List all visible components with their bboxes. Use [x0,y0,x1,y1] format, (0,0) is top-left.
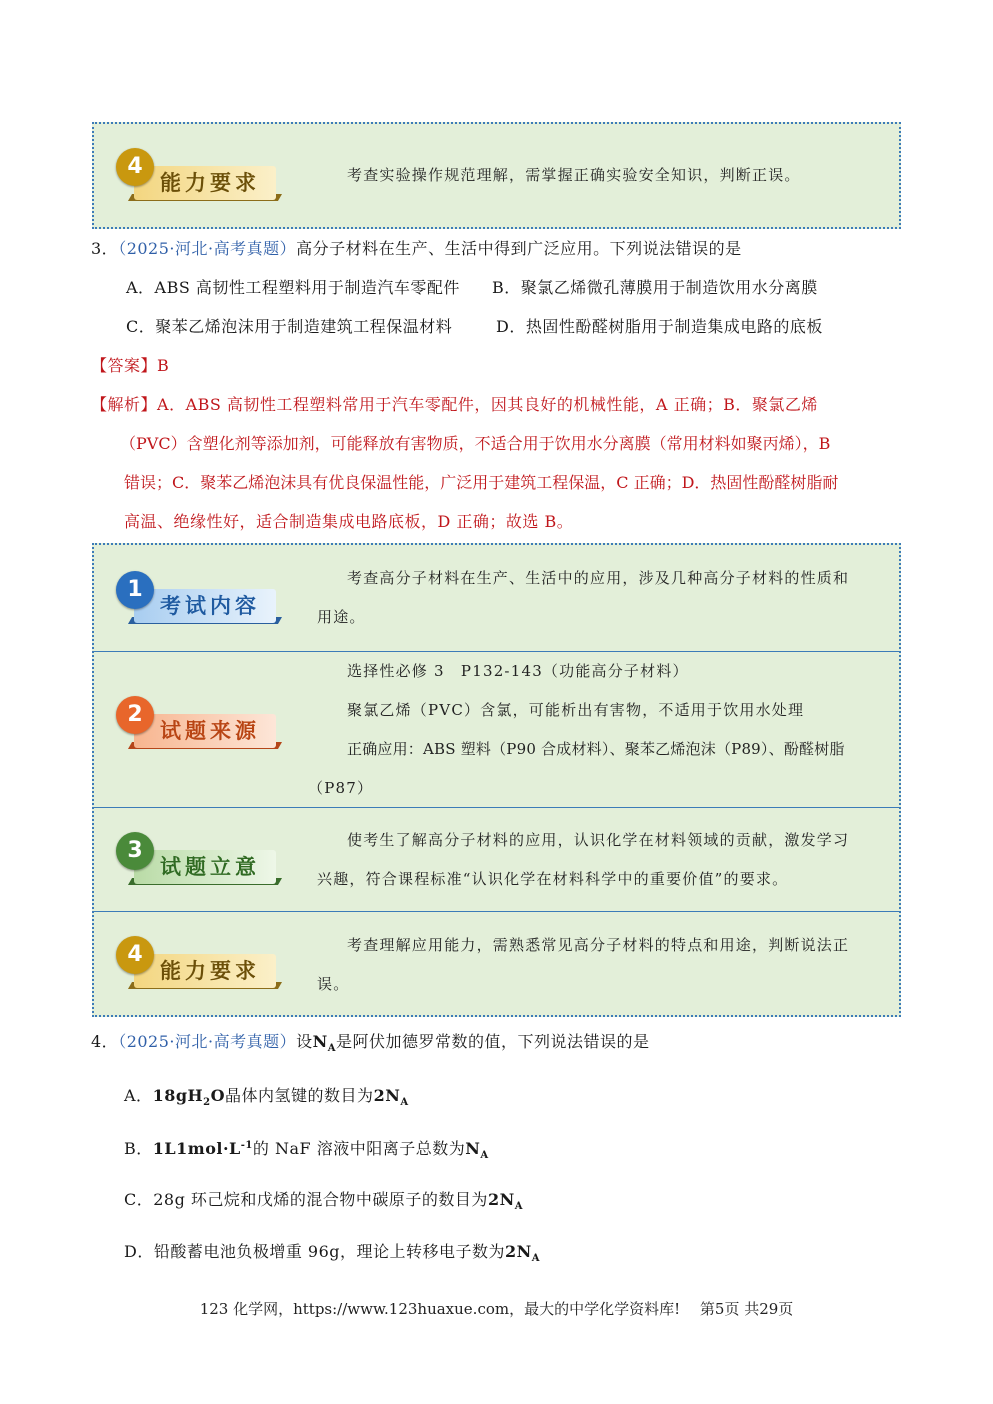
q3-analysis-line2: （PVC）含塑化剂等添加剂，可能释放有害物质，不适合用于饮用水分离膜（常用材料如聚丙烯），B [120,434,831,453]
info-row-ability [94,911,899,1017]
badge-source [112,694,280,756]
badge-label: 试题来源 [160,718,260,743]
badge-exam-content [112,569,280,631]
row-line: （P87） [308,779,374,797]
row-line: 使考生了解高分子材料的应用，认识化学在材料领域的贡献，激发学习 [347,831,850,849]
q4-option-c: C．28g 环己烷和戊烯的混合物中碳原子的数目为$2N_A$ [124,1190,523,1212]
q3-option-c: C．聚苯乙烯泡沫用于制造建筑工程保温材料 [126,317,453,336]
q4-stem: 4．（2025·河北·高考真题）设$N_A$是阿伏加德罗常数的值，下列说法错误的是 [91,1032,650,1054]
q3-analysis-line1: 【解析】A．ABS 高韧性工程塑料常用于汽车零配件，因其良好的机械性能，A 正确；B．聚氯乙烯 [91,395,818,414]
badge-label: 能力要求 [160,958,260,983]
q3-option-d: D．热固性酚醛树脂用于制造集成电路的底板 [496,317,823,336]
badge-label: 试题立意 [160,854,260,879]
top-info-box [92,122,901,229]
info-row-intent [94,807,899,911]
badge-intent [112,830,280,892]
row-line: 用途。 [317,608,366,626]
info-row-exam-content [94,545,899,651]
badge-ability [112,146,280,208]
info-row-source [94,651,899,807]
q4-source: （2025·河北·高考真题） [118,1032,297,1051]
row-line: 误。 [317,975,350,993]
q4-option-a: A．$18gH_2O$晶体内氢键的数目为$2N_A$ [124,1086,409,1108]
q3-stem: 3．（2025·河北·高考真题）高分子材料在生产、生活中得到广泛应用。下列说法错误的是 [91,239,742,258]
info-box [92,543,901,1017]
q3-analysis-line4: 高温、绝缘性好，适合制造集成电路底板，D 正确；故选 B。 [124,512,574,531]
q3-source: （2025·河北·高考真题） [118,239,297,258]
badge-label: 考试内容 [160,593,260,618]
q3-option-a: A．ABS 高韧性工程塑料用于制造汽车零配件 [126,278,460,297]
top-box-text: 考查实验操作规范理解，需掌握正确实验安全知识，判断正误。 [347,166,801,184]
badge-number: 4 [116,936,154,974]
badge-number: 2 [116,696,154,734]
row-line: 兴趣，符合课程标准“认识化学在材料科学中的重要价值”的要求。 [317,870,789,888]
q4-option-d: D．铅酸蓄电池负极增重 96g，理论上转移电子数为$2N_A$ [124,1242,541,1264]
badge-label: 能力要求 [160,170,260,195]
q3-answer: 【答案】B [91,356,170,375]
q3-analysis-line3: 错误；C．聚苯乙烯泡沫具有优良保温性能，广泛用于建筑工程保温，C 正确；D．热固性酚醛树脂耐 [124,473,839,492]
row-line: 考查高分子材料在生产、生活中的应用，涉及几种高分子材料的性质和 [347,569,850,587]
badge-number: 1 [116,571,154,609]
row-line: 考查理解应用能力，需熟悉常见高分子材料的特点和用途，判断说法正 [347,936,850,954]
q4-option-b: B．$1L1mol\cdot L^{-1}$的 NaF 溶液中阳离子总数为$N_A$ [124,1139,489,1161]
page-footer: 123 化学网，https://www.123huaxue.com，最大的中学化学资料库! 第5页 共29页 [199,1300,794,1318]
q3-option-b: B．聚氯乙烯微孔薄膜用于制造饮用水分离膜 [492,278,818,297]
badge-number: 3 [116,832,154,870]
row-line: 聚氯乙烯（PVC）含氯，可能析出有害物，不适用于饮用水处理 [347,701,805,719]
badge-ability [112,934,280,996]
row-line: 正确应用：ABS 塑料（P90 合成材料）、聚苯乙烯泡沫（P89）、酚醛树脂 [347,740,845,758]
badge-number: 4 [116,148,154,186]
row-line: 选择性必修 3 P132-143（功能高分子材料） [347,662,689,680]
